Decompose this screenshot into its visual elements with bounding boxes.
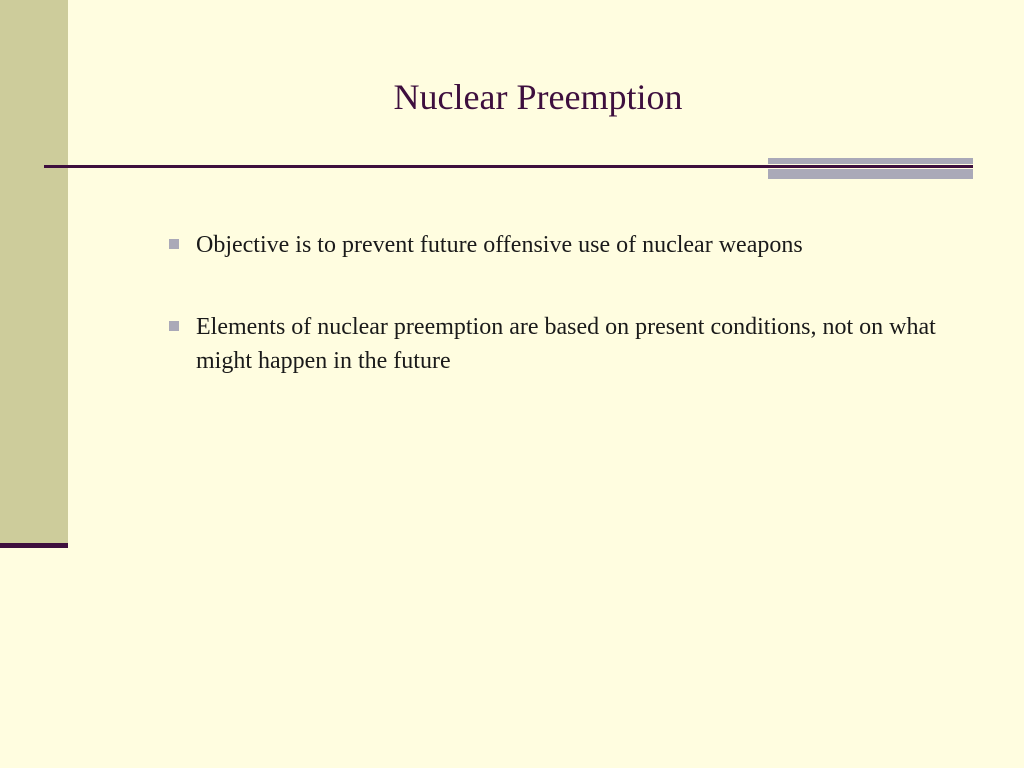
left-sidebar-accent-line: [0, 543, 68, 548]
title-rule-accent-bottom: [768, 169, 973, 179]
bullet-text: Objective is to prevent future offensive use of nuclear weapons: [196, 232, 803, 258]
bullet-item: [168, 228, 958, 262]
bullet-list: [168, 228, 958, 426]
slide-title: Nuclear Preemption: [393, 77, 683, 117]
square-bullet-icon: [169, 239, 179, 249]
bullet-item: [168, 310, 958, 378]
square-bullet-icon: [169, 321, 179, 331]
bullet-text: Elements of nuclear preemption are based on present conditions, not on what might happen in the future: [196, 314, 936, 374]
title-divider-line: [44, 165, 973, 168]
title-rule-accent-top: [768, 158, 973, 164]
left-sidebar-bar: [0, 0, 68, 545]
